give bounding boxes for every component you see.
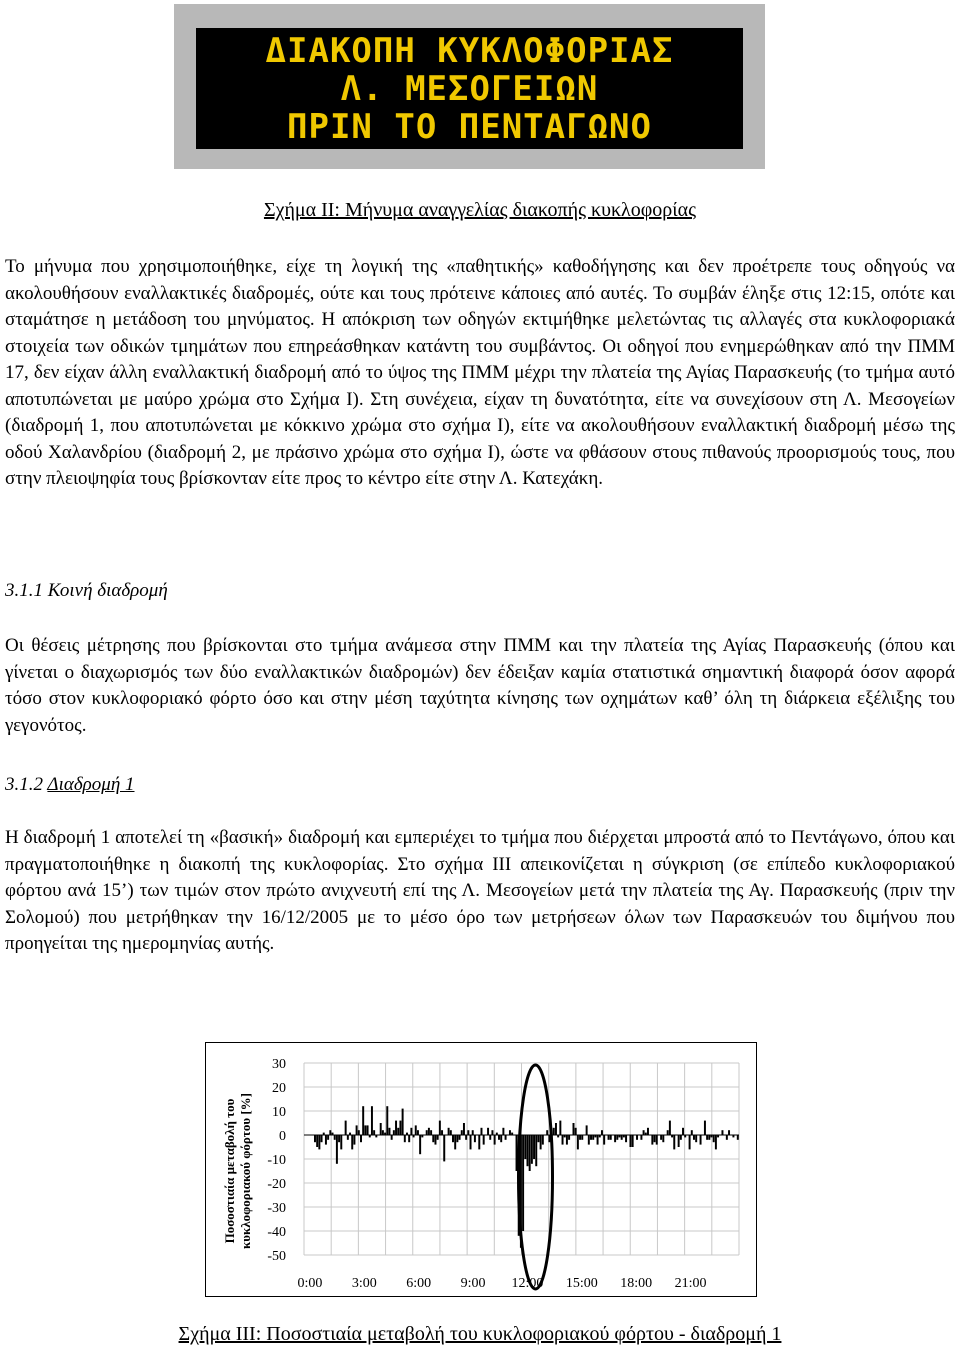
bar (364, 1125, 366, 1135)
bar (465, 1135, 467, 1140)
bar (314, 1135, 316, 1142)
paragraph-1: Το μήνυμα που χρησιμοποιήθηκε, είχε τη λογική της «παθητικής» καθοδήγησης και δεν προέτρεπε τους οδηγούς να ακολουθήσουν εναλλακτικές διαδρομές, ούτε και τους πρότεινε κάποιες από αυτές. Το συμβάν έληξε στις 12:15, οπότε και σταμάτησε η μετάδοση του μηνύματος. Η απόκριση των οδηγών εκτιμήθηκε μελετώντας τις αλλαγές στα κυκλοφοριακά στοιχεία των οδικών τμημάτων που επηρεάσθηκαν κατάντη του συμβάντος. Οι οδηγοί που ενημερώθηκαν από την ΠΜΜ 17, δεν είχαν άλλη εναλλακτική διαδρομή από το ύψος της ΠΜΜ μέχρι την πλατεία της Αγίας Παρασκευής (το τμήμα αυτό αποτυπώνεται με μαύρο χρώμα στο Σχήμα Ι). Στη συνέχεια, είχαν τη δυνατότητα, είτε να συνεχίσουν στη Λ. Μεσογείων (διαδρομή 1, που αποτυπώνεται με κόκκινο χρώμα στο σχήμα Ι), είτε να ακολουθήσουν εναλλακτική διαδρομή μέσω της οδού Χαλανδρίου (διαδρομή 2, με πράσινο χρώμα στο σχήμα Ι), ώστε να φθάσουν στους πιθανούς προορισμούς τους, που στην πλειοψηφία τους βρίσκονταν είτε προς το κέντρο είτε στην Λ. Κατεχάκη. (5, 256, 955, 489)
bar (478, 1135, 480, 1149)
bar (463, 1123, 465, 1135)
bar (472, 1130, 474, 1135)
bar (494, 1135, 496, 1145)
bar (351, 1135, 353, 1149)
bar (713, 1135, 715, 1142)
bar (410, 1128, 412, 1135)
bar (522, 1135, 524, 1231)
bar (654, 1135, 656, 1142)
bar (505, 1135, 507, 1140)
bar (391, 1135, 393, 1140)
bar (673, 1135, 675, 1149)
bar (371, 1106, 373, 1135)
bar (437, 1135, 439, 1140)
bar (443, 1135, 445, 1161)
y-tick-label: -20 (267, 1177, 286, 1192)
bar (404, 1135, 406, 1142)
bar (502, 1128, 504, 1135)
bar (325, 1135, 327, 1145)
bar (388, 1128, 390, 1135)
bar (480, 1128, 482, 1135)
bar (395, 1121, 397, 1135)
x-tick-label: 0:00 (297, 1276, 323, 1291)
bar (498, 1135, 500, 1140)
bar (459, 1135, 461, 1140)
bar (373, 1130, 375, 1135)
bar (586, 1125, 588, 1135)
bar (441, 1130, 443, 1135)
bar (577, 1135, 579, 1149)
bar (338, 1135, 340, 1142)
bar (625, 1135, 627, 1142)
bar (489, 1135, 491, 1140)
bar (454, 1135, 456, 1149)
bar (715, 1135, 717, 1149)
bar (695, 1135, 697, 1142)
bar (721, 1130, 723, 1135)
bar (345, 1121, 347, 1135)
bar (555, 1123, 557, 1135)
chart-svg (206, 1043, 756, 1296)
bar (316, 1135, 318, 1147)
bar (689, 1135, 691, 1149)
bar (667, 1130, 669, 1135)
bar (662, 1135, 664, 1142)
section-312-text: Η διαδρομή 1 αποτελεί τη «βασική» διαδρομή και εμπεριέχει το τμήμα που διέρχεται μπροστά από το Πεντάγωνο, όπου και πραγματοποιήθηκε η διακοπή της κυκλοφορίας. Στο σχήμα ΙΙΙ απεικονίζεται η σύγκριση (σε επίπεδο κυκλοφοριακού φόρτου ανά 15’) των τιμών στον πρώτο ανιχνευτή επί της Λ. Μεσογείων μετά την πλατεία της Αγ. Παρασκευής (πριν την Σολομού) που μετρήθηκαν την 16/12/2005 με το μέσο όρο των μετρήσεων όλων των Παρασκευών του διμήνου που προηγείται της ημερομηνίας αυτής. (5, 827, 955, 954)
section-312-title: Διαδρομή 1 (47, 774, 135, 795)
sign-line-2: Λ. ΜΕΣΟΓΕΙΩΝ (340, 68, 599, 109)
sign-line-3: ΠΡΙΝ ΤΟ ΠΕΝΤΑΓΩΝΟ (287, 106, 652, 147)
bar (432, 1135, 434, 1142)
sign-line-1: ΔΙΑΚΟΠΗ ΚΥΚΛΟΦΟΡΙΑΣ (265, 30, 674, 71)
bar (647, 1128, 649, 1135)
vms-sign-display (196, 28, 743, 149)
bar (693, 1135, 695, 1140)
bar (533, 1135, 535, 1159)
bar (537, 1135, 539, 1142)
bar (415, 1125, 417, 1135)
y-axis-label-line1: Ποσοστιαία μεταβολή του (222, 1098, 237, 1244)
bar (546, 1130, 548, 1135)
bar (708, 1135, 710, 1140)
bar (704, 1121, 706, 1135)
bar (327, 1135, 329, 1140)
bar (382, 1130, 384, 1135)
bar (728, 1130, 730, 1135)
bar (434, 1135, 436, 1145)
bar (660, 1135, 662, 1140)
bar (579, 1135, 581, 1140)
y-tick-label: -50 (267, 1249, 286, 1264)
bar (408, 1135, 410, 1142)
bar (360, 1135, 362, 1142)
bar (336, 1135, 338, 1164)
bar (426, 1130, 428, 1135)
bar (417, 1130, 419, 1135)
bar (592, 1135, 594, 1140)
bar (629, 1135, 631, 1147)
section-311-heading: 3.1.1 Κοινή διαδρομή (5, 580, 168, 601)
y-axis-label (222, 1093, 253, 1249)
bar (559, 1121, 561, 1135)
bar (608, 1135, 610, 1140)
bar (603, 1135, 605, 1145)
bar (531, 1135, 533, 1164)
bar (643, 1130, 645, 1135)
x-tick-label: 3:00 (351, 1276, 377, 1291)
bar (656, 1135, 658, 1145)
bar (614, 1135, 616, 1142)
bar (419, 1135, 421, 1154)
bar (500, 1135, 502, 1142)
bar (456, 1135, 458, 1142)
x-ticks (298, 1276, 707, 1291)
bar (527, 1135, 529, 1166)
figure-3-caption: Σχήμα ΙΙΙ: Ποσοστιαία μεταβολή του κυκλοφοριακού φόρτου - διαδρομή 1 (178, 1323, 782, 1345)
bar (399, 1121, 401, 1135)
bar (636, 1135, 638, 1140)
bar (568, 1135, 570, 1140)
bar (700, 1135, 702, 1145)
bar (402, 1109, 404, 1135)
bar (467, 1130, 469, 1135)
bar (474, 1135, 476, 1142)
bar (439, 1121, 441, 1135)
bar (553, 1128, 555, 1135)
bar (640, 1135, 642, 1140)
figure-2-caption: Σχήμα ΙΙ: Μήνυμα αναγγελίας διακοπής κυκλοφορίας (263, 199, 697, 221)
x-tick-label: 9:00 (460, 1276, 486, 1291)
bar (524, 1135, 526, 1159)
vms-sign-image (174, 4, 765, 169)
bar (483, 1135, 485, 1145)
section-311-text: Οι θέσεις μέτρησης που βρίσκονται στο τμήμα ανάμεσα στην ΠΜΜ και την πλατεία της Αγίας Παρασκευής (όπου και γίνεται ο διαχωρισμός των δύο εναλλακτικών διαδρομών) δεν έδειξαν καμία στατιστικά σημαντική διαφορά όσον αφορά τόσο στον κυκλοφοριακό φόρτο όσο και στην μέση ταχύτητα κίνησης των οχημάτων καθ’ όλη τη διάρκεια εξέλιξης του γεγονότος. (5, 635, 955, 736)
bar (321, 1135, 323, 1142)
bar (669, 1121, 671, 1135)
bar (566, 1135, 568, 1145)
bar (353, 1135, 355, 1145)
bar (588, 1135, 590, 1145)
bar (621, 1135, 623, 1140)
bar (610, 1135, 612, 1140)
bar (362, 1106, 364, 1135)
y-axis-label-line2: κυκλοφοριακού φόρτου [%] (238, 1093, 253, 1249)
section-312-number: 3.1.2 (5, 774, 48, 795)
bar (542, 1135, 544, 1145)
bar (461, 1130, 463, 1135)
bar (540, 1135, 542, 1149)
bar (356, 1125, 358, 1135)
bar (632, 1135, 634, 1147)
bar (428, 1128, 430, 1135)
bar (386, 1106, 388, 1135)
bar (329, 1130, 331, 1135)
x-tick-label: 12:00 (511, 1276, 544, 1291)
bar (367, 1125, 369, 1135)
bar (581, 1135, 583, 1140)
bar (691, 1130, 693, 1135)
bar (682, 1128, 684, 1135)
bar (318, 1135, 320, 1149)
bar (358, 1130, 360, 1135)
bar (737, 1135, 739, 1140)
bar (450, 1130, 452, 1135)
y-tick-label: -30 (267, 1201, 286, 1216)
bar (529, 1135, 531, 1171)
bar (597, 1135, 599, 1145)
bar (680, 1135, 682, 1140)
bar (430, 1130, 432, 1135)
y-tick-label: -10 (267, 1153, 286, 1168)
bar (347, 1135, 349, 1140)
bar (380, 1123, 382, 1135)
bar (340, 1135, 342, 1149)
bar (334, 1135, 336, 1140)
bar (470, 1135, 472, 1149)
section-312-heading (5, 774, 135, 796)
bar (678, 1135, 680, 1147)
y-tick-label: 10 (272, 1105, 286, 1120)
y-tick-label: -40 (267, 1225, 286, 1240)
figure-3-chart (205, 1042, 757, 1297)
x-tick-label: 15:00 (565, 1276, 598, 1291)
bar (509, 1130, 511, 1135)
bar (575, 1128, 577, 1135)
bar (562, 1135, 564, 1145)
x-tick-label: 6:00 (406, 1276, 432, 1291)
bar (491, 1130, 493, 1135)
x-tick-label: 21:00 (674, 1276, 707, 1291)
bar (393, 1130, 395, 1135)
bar (726, 1135, 728, 1140)
bar (573, 1123, 575, 1135)
bar (487, 1128, 489, 1135)
bar (452, 1135, 454, 1142)
bar (448, 1128, 450, 1135)
bar (651, 1135, 653, 1145)
bar (616, 1135, 618, 1140)
y-ticks (267, 1057, 286, 1264)
bar (397, 1128, 399, 1135)
y-tick-label: 0 (279, 1129, 286, 1144)
y-tick-label: 30 (272, 1057, 286, 1072)
bar (590, 1135, 592, 1140)
x-tick-label: 18:00 (620, 1276, 653, 1291)
y-tick-label: 20 (272, 1081, 286, 1096)
bar (601, 1130, 603, 1135)
bar (535, 1135, 537, 1166)
bar (706, 1135, 708, 1140)
